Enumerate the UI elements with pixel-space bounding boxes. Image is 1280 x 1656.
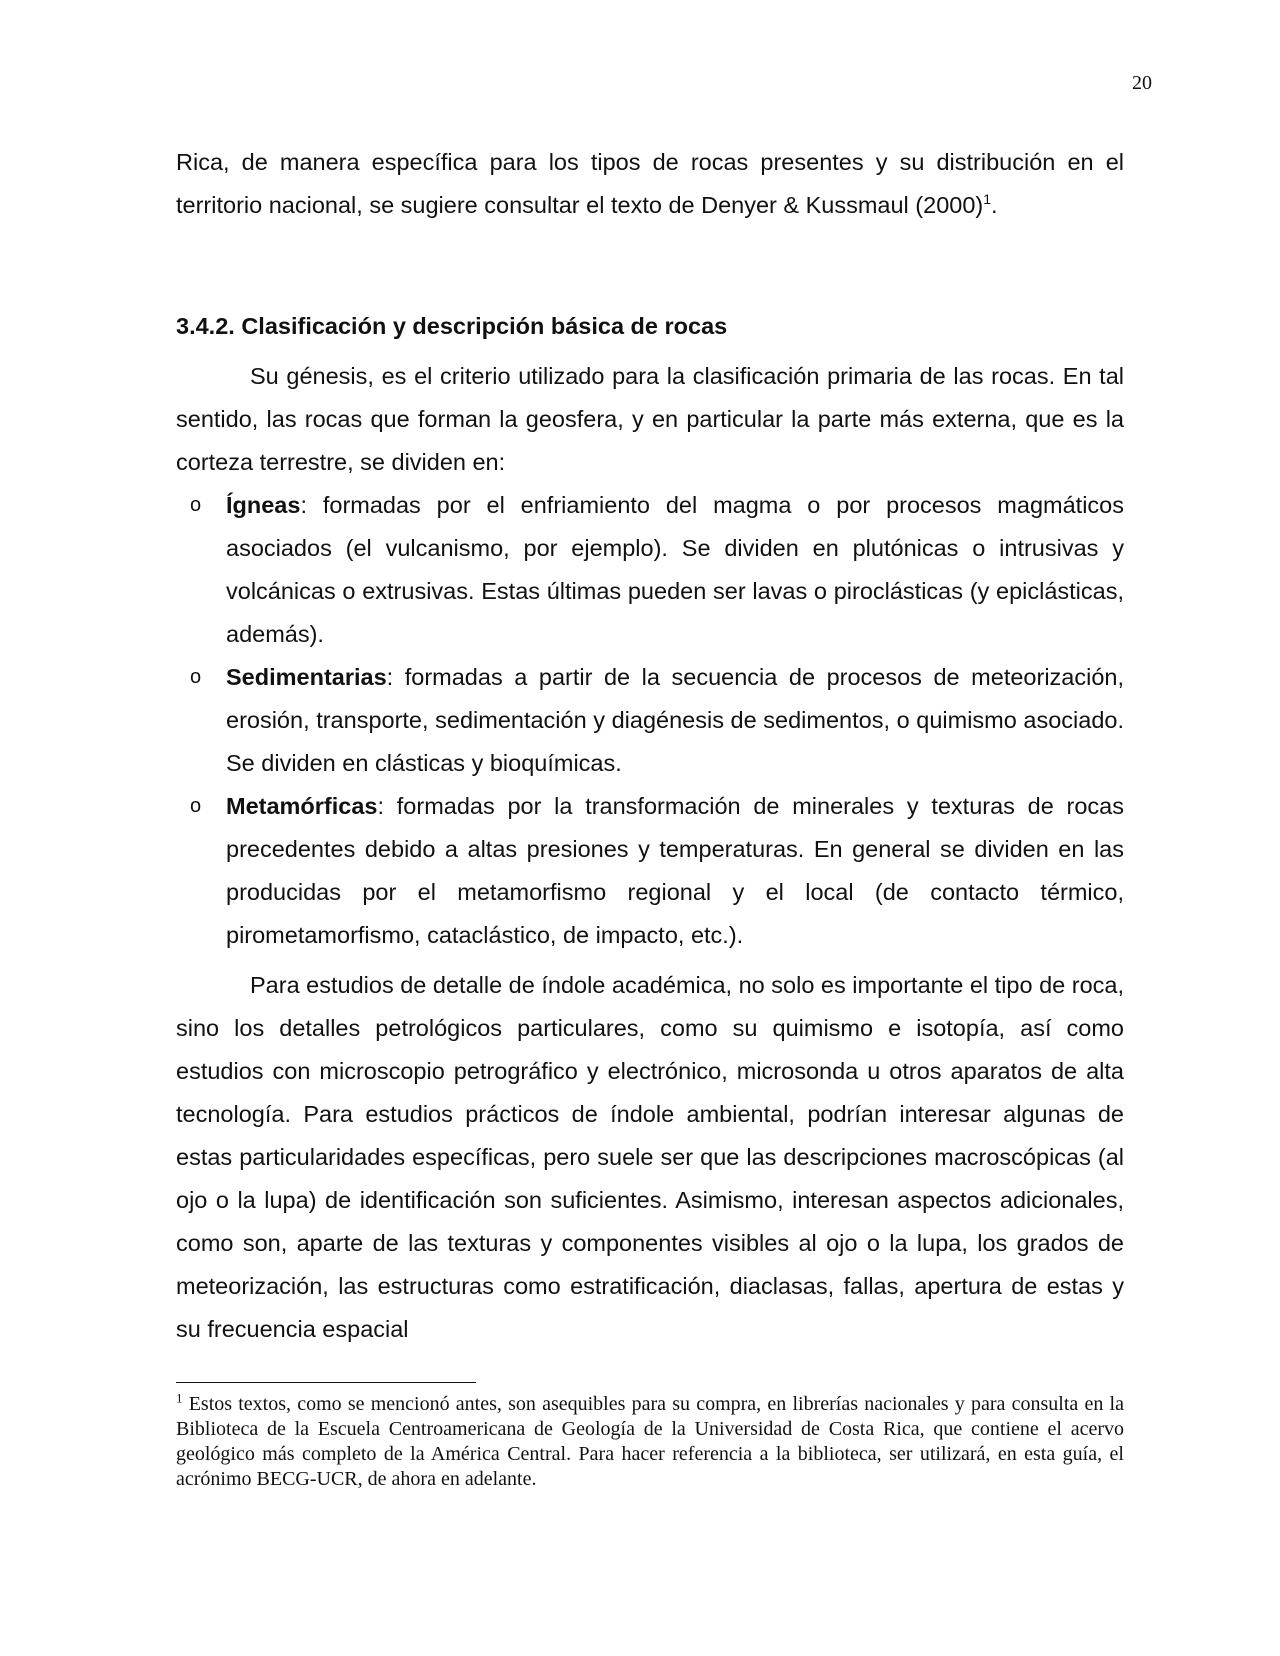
list-item-metamorficas [176, 785, 1124, 957]
list-item-term: Ígneas [226, 492, 301, 518]
footnote [176, 1392, 1124, 1492]
footnote-reference[interactable]: 1 [983, 191, 992, 208]
intro-paragraph-text: Rica, de manera específica para los tipos de rocas presentes y su distribución en el territorio nacional, se sugiere consultar el texto de Denyer & Kussmaul (2000) [176, 149, 1124, 218]
rock-type-list [176, 484, 1124, 957]
page-body [176, 141, 1124, 1351]
list-item-text: : formadas por el enfriamiento del magma o por procesos magmáticos asociados (el vulcanismo, por ejemplo). Se dividen en plutónicas o intrusivas y volcánicas o extrusivas. Estas últimas pueden ser lavas o piroclásticas (y epiclásticas, además). [226, 492, 1124, 647]
bullet-marker: o [190, 666, 202, 688]
paragraph-spacer [176, 957, 1124, 964]
list-item-igneas [176, 484, 1124, 656]
section-spacer [176, 227, 1124, 305]
list-item-text: : formadas por la transformación de minerales y texturas de rocas precedentes debido a altas presiones y temperaturas. En general se dividen en las producidas por el metamorfismo regional y el local (de contacto térmico, pirometamorfismo, cataclástico, de impacto, etc.). [226, 793, 1124, 948]
list-item-term: Sedimentarias [226, 664, 387, 690]
intro-paragraph-end: . [991, 192, 998, 218]
lead-paragraph: Su génesis, es el criterio utilizado para la clasificación primaria de las rocas. En tal sentido, las rocas que forman la geosfera, y en particular la parte más externa, que es la corteza terrestre, se dividen en: [176, 363, 1124, 475]
bullet-marker: o [190, 494, 202, 516]
footnote-text: Estos textos, como se mencionó antes, son asequibles para su compra, en librerías nacionales y para consulta en la Biblioteca de la Escuela Centroamericana de Geología de la Universidad de Costa Rica, que contiene el acervo geológico más completo de la América Central. Para hacer referencia a la biblioteca, ser utilizará, en esta guía, el acrónimo BECG-UCR, de ahora en adelante. [176, 1393, 1124, 1490]
list-item-sedimentarias [176, 656, 1124, 785]
list-item-term: Metamórficas [226, 793, 378, 819]
intro-paragraph [176, 141, 1124, 227]
footnote-number: 1 [176, 1390, 183, 1406]
bullet-marker: o [190, 795, 202, 817]
page-number: 20 [1132, 72, 1152, 94]
heading-spacer [176, 348, 1124, 355]
section-heading: 3.4.2. Clasificación y descripción básica de rocas [176, 313, 728, 339]
list-item-text: : formadas a partir de la secuencia de procesos de meteorización, erosión, transporte, sedimentación y diagénesis de sedimentos, o quimismo asociado. Se dividen en clásticas y bioquímicas. [226, 664, 1124, 776]
footnote-separator [176, 1382, 476, 1383]
closing-paragraph: Para estudios de detalle de índole académica, no solo es importante el tipo de roca, sino los detalles petrológicos particulares, como su quimismo e isotopía, así como estudios con microscopio petrográfico y electrónico, microsonda u otros aparatos de alta tecnología. Para estudios prácticos de índole ambiental, podrían interesar algunas de estas particularidades específicas, pero suele ser que las descripciones macroscópicas (al ojo o la lupa) de identificación son suficientes. Asimismo, interesan aspectos adicionales, como son, aparte de las texturas y componentes visibles al ojo o la lupa, los grados de meteorización, las estructuras como estratificación, diaclasas, fallas, apertura de estas y su frecuencia espacial [176, 972, 1124, 1342]
